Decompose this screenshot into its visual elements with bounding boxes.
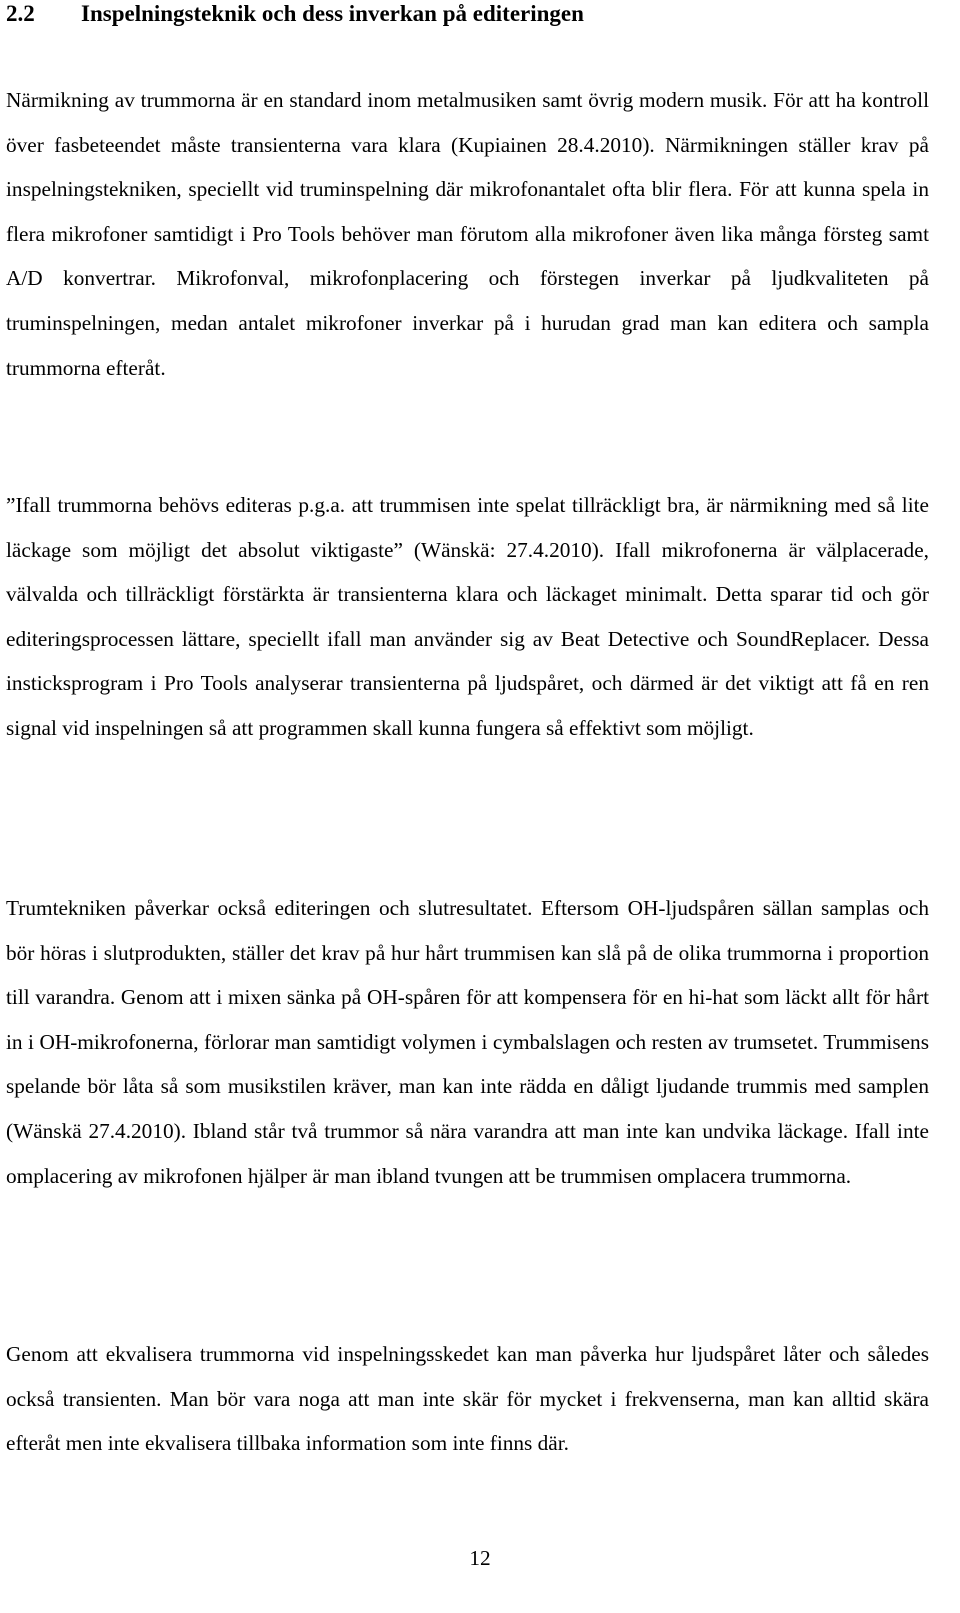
body-paragraph: Trumtekniken påverkar också editeringen och slutresultatet. Eftersom OH-ljudspåren sällan samplas och bör höras i slutprodukten, ställer det krav på hur hårt trummisen kan slå på de olika trummorna i proportion till varandra. Genom att i mixen sänka på OH-spåren för att kompensera för en hi-hat som läckt allt för hårt in i OH-mikrofonerna, förlorar man samtidigt volymen i cymbalslagen och resten av trumsetet. Trummisens spelande bör låta så som musikstilen kräver, man kan inte rädda en dåligt ljudande trummis med samplen (Wänskä 27.4.2010). Ibland står två trummor så nära varandra att man inte kan undvika läckage. Ifall inte omplacering av mikrofonen hjälper är man ibland tvungen att be trummisen omplacera trummorna. [6, 896, 929, 1188]
body-paragraph: ”Ifall trummorna behövs editeras p.g.a. att trummisen inte spelat tillräckligt bra, är närmikning med så lite läckage som möjligt det absolut viktigaste” (Wänskä: 27.4.2010). Ifall mikrofonerna är välplacerade, välvalda och tillräckligt förstärkta är transienterna klara och läckaget minimalt. Detta sparar tid och gör editeringsprocessen lättare, speciellt ifall man använder sig av Beat Detective och SoundReplacer. Dessa insticksprogram i Pro Tools analyserar transienterna på ljudspåret, och därmed är det viktigt att få en ren signal vid inspelningen så att programmen skall kunna fungera så effektivt som möjligt. [6, 493, 929, 740]
section-heading [6, 0, 584, 34]
body-paragraph: Närmikning av trummorna är en standard inom metalmusiken samt övrig modern musik. För att ha kontroll över fasbeteendet måste transienterna vara klara (Kupiainen 28.4.2010). Närmikningen ställer krav på inspelningstekniken, speciellt vid truminspelning där mikrofonantalet ofta blir flera. För att kunna spela in flera mikrofoner samtidigt i Pro Tools behöver man förutom alla mikrofoner även lika många försteg samt A/D konvertrar. Mikrofonval, mikrofonplacering och förstegen inverkar på ljudkvaliteten på truminspelningen, medan antalet mikrofoner inverkar på i hurudan grad man kan editera och sampla trummorna efteråt. [6, 88, 929, 380]
page-number: 12 [469, 1546, 491, 1570]
body-paragraph: Genom att ekvalisera trummorna vid inspelningsskedet kan man påverka hur ljudspåret låter och således också transienten. Man bör vara noga att man inte skär för mycket i frekvenserna, man kan alltid skära efteråt men inte ekvalisera tillbaka information som inte finns där. [6, 1342, 929, 1456]
section-title: Inspelningsteknik och dess inverkan på editeringen [81, 1, 584, 26]
section-number: 2.2 [6, 1, 35, 26]
